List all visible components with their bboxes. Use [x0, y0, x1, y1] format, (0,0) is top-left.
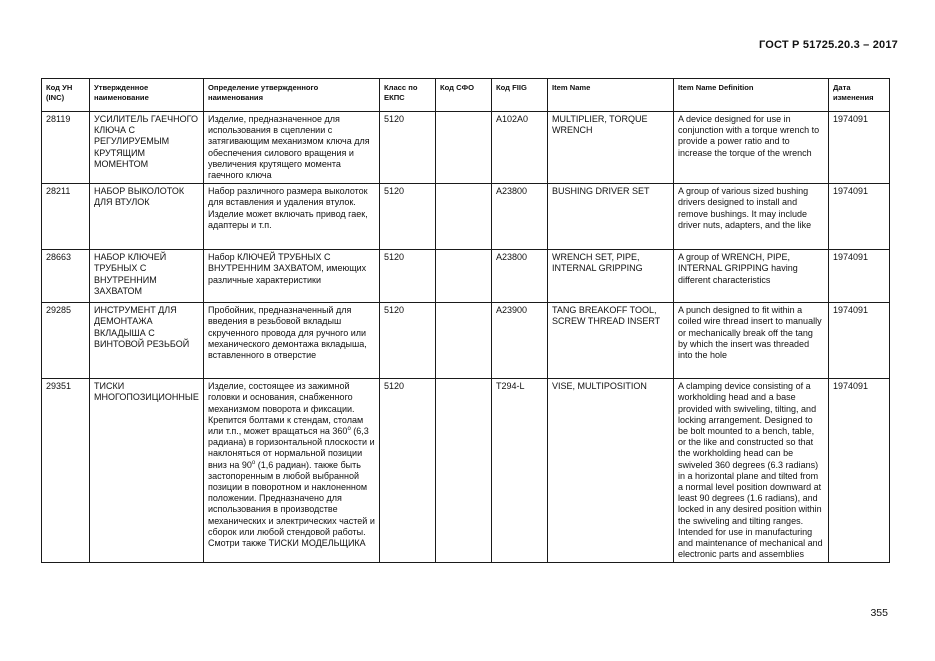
cell-sfo-code	[436, 379, 492, 563]
cell-fiig: A102A0	[492, 112, 548, 184]
cell-item-name: VISE, MULTIPOSITION	[548, 379, 674, 563]
cell-sfo-code	[436, 250, 492, 303]
cell-approved-name: ТИСКИ МНОГОПОЗИЦИОННЫЕ	[90, 379, 204, 563]
cell-item-name: MULTIPLIER, TORQUE WRENCH	[548, 112, 674, 184]
cell-item-definition: A group of various sized bushing drivers designed to install and remove bushings. It may include driver nuts, adapters, and the like	[674, 184, 829, 250]
col-header-item-name: Item Name	[548, 79, 674, 112]
cell-item-definition: A group of WRENCH, PIPE, INTERNAL GRIPPING having different characteristics	[674, 250, 829, 303]
cell-approved-name: НАБОР КЛЮЧЕЙ ТРУБНЫХ С ВНУТРЕННИМ ЗАХВАТОМ	[90, 250, 204, 303]
cell-definition: Изделие, предназначенное для использования в сцеплении с затягивающим механизмом ключа для обеспечения силового вращения и увеличения крутящего момента гаечного ключа	[204, 112, 380, 184]
cell-change-date: 1974091	[829, 112, 890, 184]
cell-ekps-class: 5120	[380, 184, 436, 250]
cell-fiig: A23800	[492, 250, 548, 303]
cell-item-name: TANG BREAKOFF TOOL, SCREW THREAD INSERT	[548, 303, 674, 379]
table-row	[42, 250, 890, 303]
cell-fiig: A23800	[492, 184, 548, 250]
cell-ekps-class: 5120	[380, 112, 436, 184]
cell-change-date: 1974091	[829, 184, 890, 250]
cell-definition: Изделие, состоящее из зажимной головки и основания, снабженного механизмом поворота и фиксации. Крепится болтами к стендам, столам или т.п., может вращаться на 360$^o$ (6,3 радиана) в горизонтальной плоскости и наклоняться от нормальной позиции вниз на 90$^o$ (1,6 радиан). также быть застопоренным в любой выбранной позиции в поворотном и наклоненном положении. Предназначено для использования в производстве механических и электрических частей и сборок или любой стендовой работы. Смотри также ТИСКИ МОДЕЛЬЩИКА	[204, 379, 380, 563]
cell-ekps-class: 5120	[380, 250, 436, 303]
cell-approved-name: ИНСТРУМЕНТ ДЛЯ ДЕМОНТАЖА ВКЛАДЫША С ВИНТОВОЙ РЕЗЬБОЙ	[90, 303, 204, 379]
page-number: 355	[870, 607, 888, 619]
col-header-change-date: Дата изменения	[829, 79, 890, 112]
cell-fiig: T294-L	[492, 379, 548, 563]
table-row	[42, 112, 890, 184]
cell-ekps-class: 5120	[380, 303, 436, 379]
col-header-approved-name: Утвержденное наименование	[90, 79, 204, 112]
cell-approved-name: НАБОР ВЫКОЛОТОК ДЛЯ ВТУЛОК	[90, 184, 204, 250]
cell-definition: Набор КЛЮЧЕЙ ТРУБНЫХ С ВНУТРЕННИМ ЗАХВАТОМ, имеющих различные характеристики	[204, 250, 380, 303]
cell-sfo-code	[436, 184, 492, 250]
table-row	[42, 379, 890, 563]
cell-inc: 29285	[42, 303, 90, 379]
cell-ekps-class: 5120	[380, 379, 436, 563]
cell-inc: 29351	[42, 379, 90, 563]
cell-fiig: A23900	[492, 303, 548, 379]
cell-inc: 28119	[42, 112, 90, 184]
col-header-inc: Код УН (INC)	[42, 79, 90, 112]
col-header-definition: Определение утвержденного наименования	[204, 79, 380, 112]
cell-definition: Пробойник, предназначенный для введения в резьбовой вкладыш скрученного провода для ручного или механического демонтажа вкладыша, вставленного в отверстие	[204, 303, 380, 379]
cell-change-date: 1974091	[829, 303, 890, 379]
table-row	[42, 184, 890, 250]
degree-mark: o	[251, 459, 256, 466]
col-header-sfo-code: Код СФО	[436, 79, 492, 112]
col-header-ekps-class: Класс по ЕКПС	[380, 79, 436, 112]
cell-change-date: 1974091	[829, 379, 890, 563]
cell-approved-name: УСИЛИТЕЛЬ ГАЕЧНОГО КЛЮЧА С РЕГУЛИРУЕМЫМ КРУТЯЩИМ МОМЕНТОМ	[90, 112, 204, 184]
item-names-table	[41, 78, 890, 563]
cell-change-date: 1974091	[829, 250, 890, 303]
cell-sfo-code	[436, 112, 492, 184]
cell-item-name: WRENCH SET, PIPE, INTERNAL GRIPPING	[548, 250, 674, 303]
cell-item-definition: A clamping device consisting of a workholding head and a base provided with swiveling, tilting, and locking arrangement. Designed to be bolt mounted to a bench, table, or the like and constructed so that the workholding head can be swiveled 360 degrees (6.3 radians) in a horizontal plane and tilted from a normal level position downward at least 90 degrees (1.6 radians), and locked in any desired position within the swiveling and tilting ranges. Intended for use in manufacturing and maintenance of mechanical and electronic parts and assemblies	[674, 379, 829, 563]
cell-sfo-code	[436, 303, 492, 379]
cell-inc: 28211	[42, 184, 90, 250]
cell-item-definition: A punch designed to fit within a coiled wire thread insert to manually or mechanically break off the tang by which the insert was threaded into the hole	[674, 303, 829, 379]
degree-mark: o	[347, 426, 351, 433]
table-row	[42, 303, 890, 379]
cell-definition: Набор различного размера выколоток для вставления и удаления втулок. Изделие может включать привод гаек, адаптеры и т.п.	[204, 184, 380, 250]
col-header-item-definition: Item Name Definition	[674, 79, 829, 112]
document-standard-header: ГОСТ Р 51725.20.3 – 2017	[758, 39, 898, 51]
cell-inc: 28663	[42, 250, 90, 303]
cell-item-definition: A device designed for use in conjunction with a torque wrench to provide a power ratio and to increase the torque of the wrench	[674, 112, 829, 184]
cell-item-name: BUSHING DRIVER SET	[548, 184, 674, 250]
table-header-row	[42, 79, 890, 112]
col-header-fiig: Код FIIG	[492, 79, 548, 112]
